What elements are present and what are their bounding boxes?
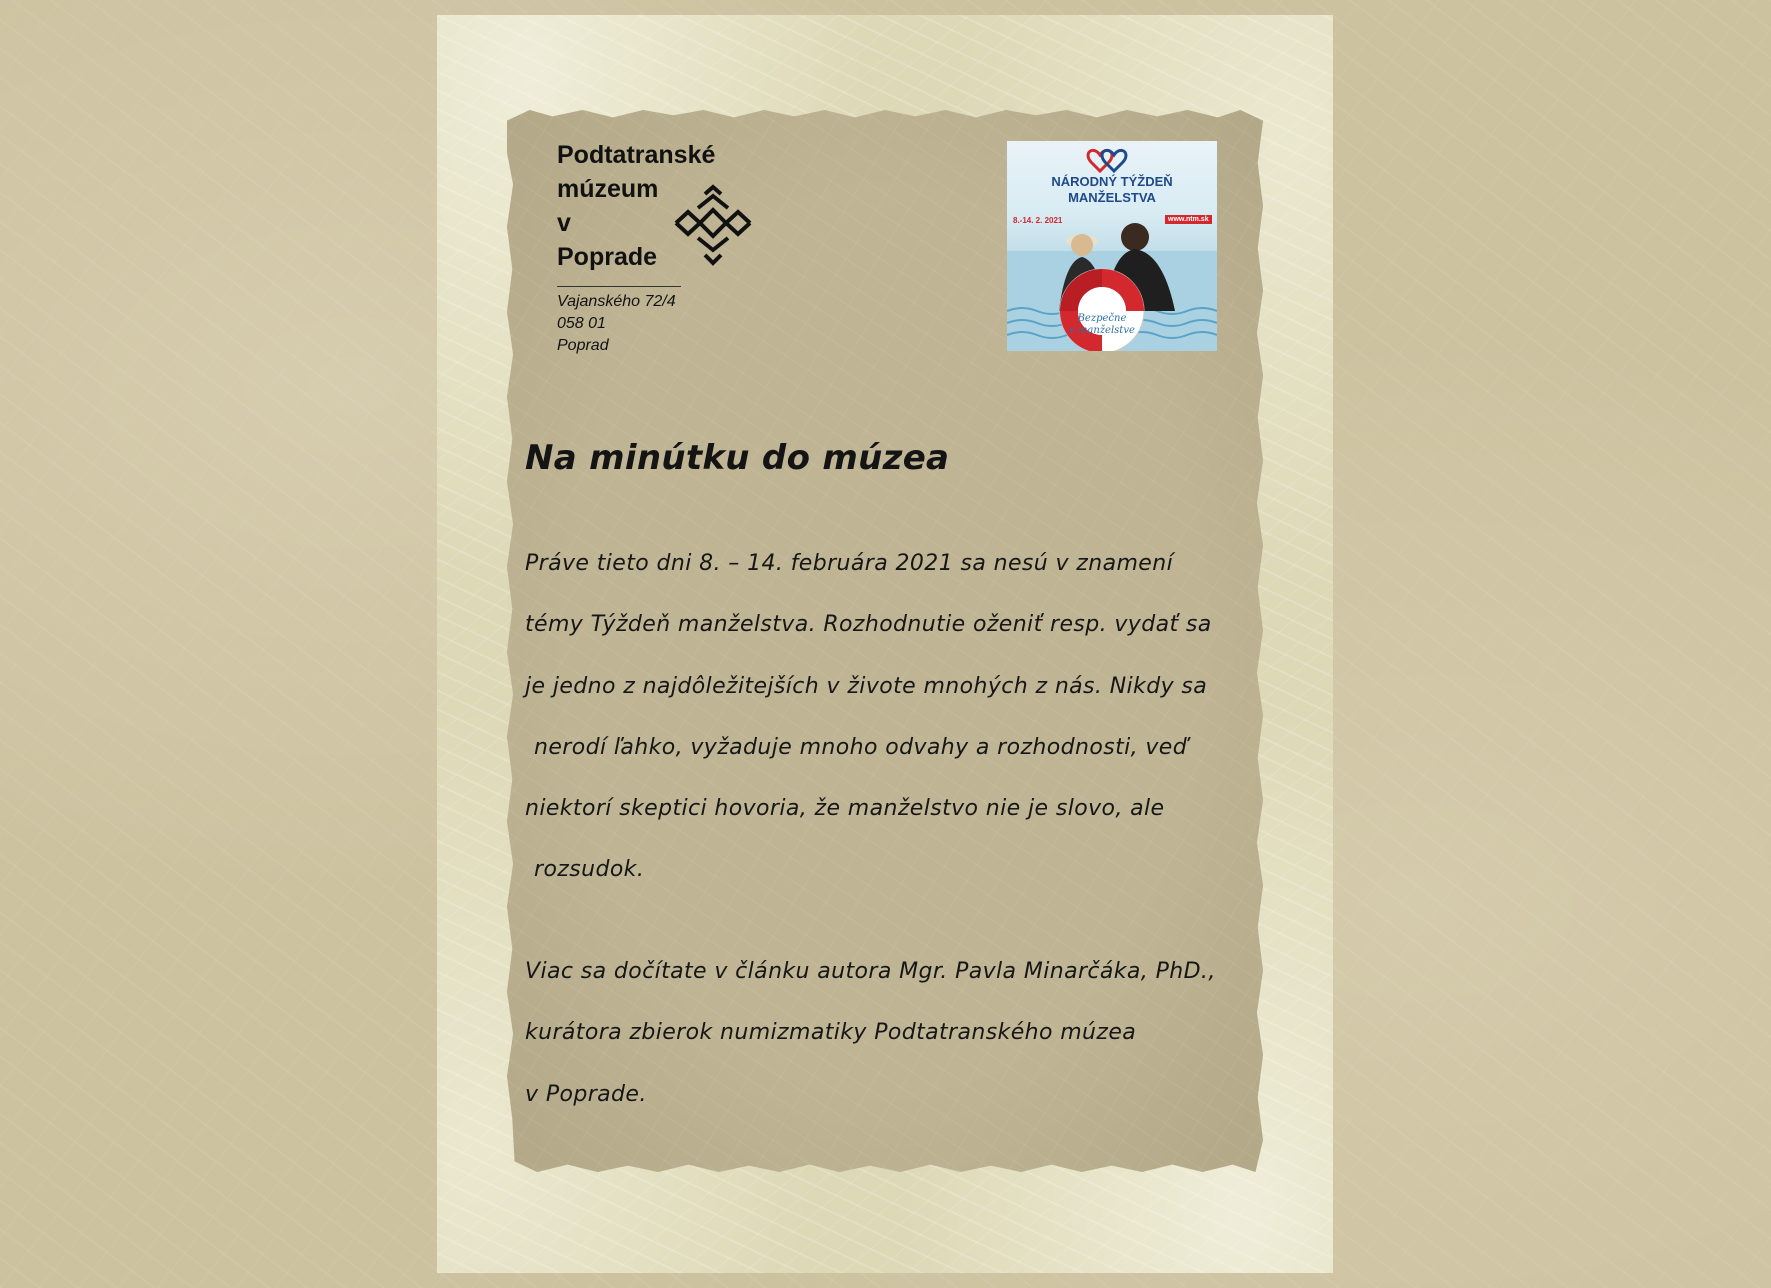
museum-name-line: v (557, 209, 571, 237)
poster-title-line: NÁRODNÝ TÝŽDEŇ (1051, 174, 1173, 189)
marriage-week-poster (1007, 141, 1217, 351)
text-line: niektorí skeptici hovoria, že manželstvo nie je slovo, ale (525, 796, 1165, 822)
poster-title-line: MANŽELSTVA (1068, 190, 1156, 205)
museum-name-line: múzeum (557, 175, 659, 203)
address-line: Vajanského 72/4 (557, 293, 676, 310)
poster-dates: 8.-14. 2. 2021 (1013, 216, 1063, 225)
text-line: Práve tieto dni 8. – 14. februára 2021 sa nesú v znamení (525, 551, 1174, 576)
heart-logo-icon (1088, 150, 1126, 171)
museum-address (557, 291, 676, 357)
logo-divider (557, 286, 681, 287)
poster-slogan-line: Bezpečne (1077, 313, 1127, 324)
text-line: témy Týždeň manželstva. Rozhodnutie oženiť resp. vydať sa (525, 612, 1212, 638)
address-line: 058 01 (557, 315, 606, 332)
text-line: kurátora zbierok numizmatiky Podtatranského múzea (525, 1020, 1137, 1046)
poster-slogan (1062, 313, 1142, 337)
lifebuoy-icon (1060, 269, 1144, 351)
museum-name-line: Poprade (557, 243, 658, 271)
text-line: v Poprade. (525, 1081, 647, 1107)
article-paragraph-2 (525, 941, 1285, 1125)
museum-logo-icon (672, 183, 756, 269)
article-heading: Na minútku do múzea (525, 438, 950, 478)
museum-name-line: Podtatranské (557, 141, 716, 169)
text-line: je jedno z najdôležitejších v živote mnohých z nás. Nikdy sa (525, 673, 1208, 699)
address-line: Poprad (557, 337, 609, 354)
article-paragraph-1 (525, 533, 1285, 901)
poster-url: www.ntm.sk (1165, 215, 1212, 224)
text-line: nerodí ľahko, vyžaduje mnoho odvahy a rozhodnosti, veď (534, 734, 1188, 760)
text-line: Viac sa dočítate v článku autora Mgr. Pavla Minarčáka, PhD., (525, 959, 1216, 984)
poster-slogan-line: v manželstve (1069, 325, 1135, 336)
text-line: rozsudok. (534, 857, 645, 883)
poster-title (1007, 174, 1217, 206)
